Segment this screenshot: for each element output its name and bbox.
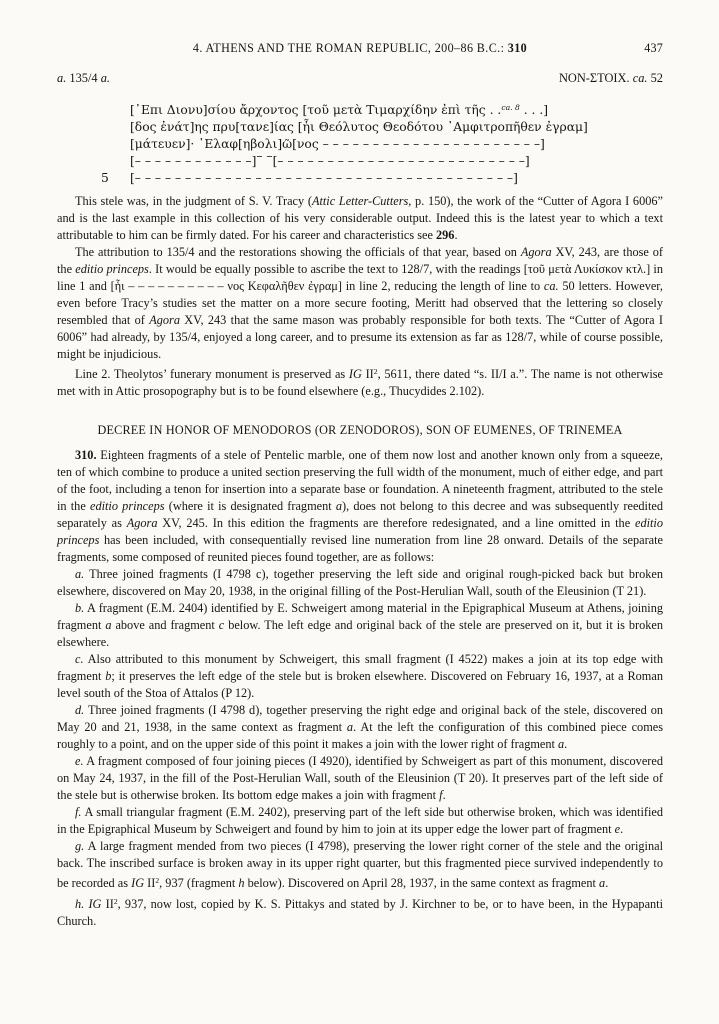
greek-line (57, 170, 663, 187)
commentary-paragraph: Line 2. Theolytos’ funerary monument is preserved as IG $II^2$, 5611, there dated “s. II/I a.”. The name is not otherwise met with in Attic prosopography but is to be found elsewhere (e.g., Thucydides 2.102). (57, 367, 664, 399)
greek-line (57, 99, 663, 119)
greek-text: [– – – – – – – – – – – – – – – – – – – – – – – – – – – – – – – – – – – – – –] (130, 171, 518, 186)
page-number: 437 (644, 41, 663, 55)
fragment-paragraph: d. Three joined fragments (I 4798 d), together preserving the right edge and original back of the stele, discovered on May 20 and 21, 1938, in the same context as fragment a. At the left the configuration of this combined piece comes roughly to a point, and on the upper side of this point it makes a join with the lower right of fragment a. (57, 703, 664, 752)
section-heading: DECREE IN HONOR OF MENODOROS (OR ZENODOROS), SON OF EUMENES, OF TRINEMEA (97, 423, 623, 438)
line-number (57, 119, 130, 136)
running-header-text: 4. ATHENS AND THE ROMAN REPUBLIC, 200–86 B.C.: (192, 41, 508, 55)
fragment-paragraph: e. A fragment composed of four joining pieces (I 4920), identified by Schweigert as part of this monument, discovered on May 24, 1937, in the fill of the Post-Herulian Wall, south of the Eleusinion (T 20). It preserves part of the left side of the stele but is otherwise broken. Its bottom edge makes a join with fragment f. (57, 754, 663, 803)
line-number (57, 136, 130, 153)
date-attribution: a. 135/4 a. (57, 71, 111, 85)
fragment-paragraph: b. A fragment (E.M. 2404) identified by E. Schweigert among material in the Epigraphical Museum at Athens, joining fragment a above and fragment c below. The left edge and original back of the stele are preserved on it, but it is broken elsewhere. (57, 601, 663, 650)
fragment-paragraph: g. A large fragment mended from two pieces (I 4798), preserving the lower right corner of the stele and the original back. The inscribed surface is broken away in its upper right quarter, but this fragmented piece survived independently to be recorded as IG $II^2$, 937 (fragment h below). Discovered on April 28, 1937, in the same context as fragment a. (57, 839, 663, 891)
running-header (57, 40, 663, 57)
commentary-paragraph: This stele was, in the judgment of S. V. Tracy (Attic Letter-Cutters, p. 150), the work of the “Cutter of Agora I 6006” and is the last example in this collection of his very considerable output. Indeed this is the latest year to which a text attributable to him can be firmly dated. For his career and characteristics see 296. (57, 194, 663, 243)
greek-text: [᾿Επι Διονυ]σίου ἄρχοντος [τοῦ μετὰ Τιμαρχίδην ἐπὶ τῆς . .$^{ca. 8}$ . . .] (130, 103, 549, 118)
fragment-paragraph: h. IG $II^2$, 937, now lost, copied by K. S. Pittakys and stated by J. Kirchner to be, or to have been, in the Hypapanti Church. (57, 896, 664, 928)
line-number (57, 99, 130, 119)
line-number (57, 153, 130, 170)
inscription-block (57, 99, 663, 187)
fragment-paragraph: a. Three joined fragments (I 4798 c), together preserving the left side and original rough-picked back but broken elsewhere, discovered on May 20, 1938, in the original filling of the Post-Herulian Wall, south of the Eleusinion (T 21). (57, 567, 663, 599)
entry-paragraph: 310. Eighteen fragments of a stele of Pentelic marble, one of them now lost and another known only from a squeeze, ten of which combine to produce a united section preserving the full width of the monument, much of either edge, and part of the foot, including a tenon for insertion into a separate base or foundation. A nineteenth fragment, attributed to the stele in the editio princeps (where it is designated fragment a), does not belong to this decree and was subsequently reedited separately as Agora XV, 245. In this edition the fragments are therefore redesignated, and a line omitted in the editio princeps has been included, with consequentially revised line numeration from line 28 onward. Details of the separate fragments, some composed of reunited pieces found together, are as follows: (57, 448, 663, 565)
greek-text: [– – – – – – – – – – – –]– –[– – – – – – – – – – – – – – – – – – – – – – – – –] (130, 149, 530, 169)
commentary-paragraph: The attribution to 135/4 and the restorations showing the officials of that year, based on Agora XV, 243, are those of the editio princeps. It would be equally possible to ascribe the text to 128/7, with the readings [τοῦ μετὰ Λυκίσκον κτλ.] in line 1 and [ἧι – – – – – – – – – – νος Κεφαλῆθεν ἐγραμ] in line 2, reducing the length of line to ca. 50 letters. However, even before Tracy’s studies set the matter on a more secure footing, Meritt had observed that the lettering so closely resembled that of Agora XV, 243 that the same mason was probably responsible for both texts. The “Cutter of Agora I 6006” had already, by 135/4, enjoyed a long career, and to presume its extension as far as 128/7, while of course possible, might be injudicious. (57, 245, 663, 362)
greek-text: [δος ἐνάτ]ης πρυ[τανε]ίας [ἧι Θεόλυτος Θεοδότου ᾿Αμφιτροπῆθεν ἐγραμ] (130, 120, 588, 135)
greek-line (57, 136, 663, 153)
attribution-row (57, 70, 663, 87)
fragment-paragraph: f. A small triangular fragment (E.M. 2402), preserving part of the left side but otherwise broken, which was identified in the Epigraphical Museum by Schweigert and found by him to join at its upper edge the lower part of fragment e. (57, 805, 663, 837)
fragment-paragraph: c. Also attributed to this monument by Schweigert, this small fragment (I 4522) makes a join at its top edge with fragment b; it preserves the left edge of the stele but is broken elsewhere. Discovered on February 16, 1937, at a Roman level south of the Stoa of Attalos (P 12). (57, 652, 663, 701)
line-number: 5 (101, 171, 109, 186)
greek-line (57, 119, 663, 136)
greek-text: [μάτευεν]· ᾿Ελαφ[ηβολι]ῶ[νος – – – – – – – – – – – – – – – – – – – – – –] (130, 137, 545, 152)
greek-line (57, 149, 663, 170)
stoichedon-note: NON-ΣΤΟΙΧ. ca. 52 (558, 71, 663, 85)
running-header-title (193, 41, 527, 55)
running-header-entry-number: 310 (507, 41, 528, 55)
